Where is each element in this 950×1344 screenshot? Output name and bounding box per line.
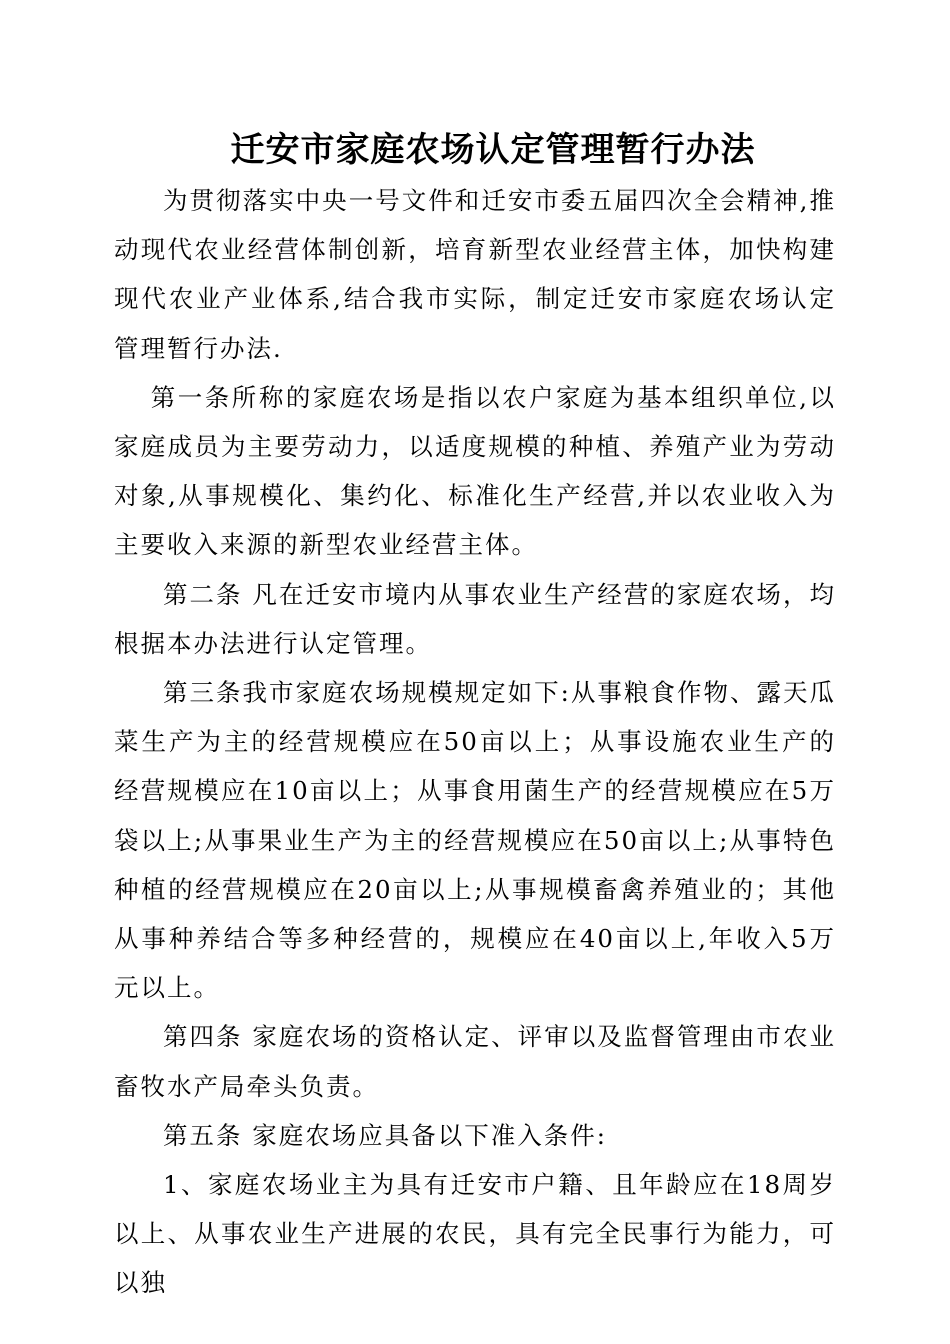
- paragraph-article-4: 第四条 家庭农场的资格认定、评审以及监督管理由市农业畜牧水产局牵头负责。: [114, 1022, 836, 1101]
- paragraph-article-3: 第三条我市家庭农场规模规定如下:从事粮食作物、露天瓜菜生产为主的经营规模应在50亩以上；从事设施农业生产的经营规模应在10亩以上；从事食用菌生产的经营规模应在5万袋以上;从事果业生产为主的经营规模应在50亩以上;从事特色种植的经营规模应在20亩以上;从事规模畜禽养殖业的；其他从事种养结合等多种经营的，规模应在40亩以上,年收入5万元以上。: [114, 678, 836, 1003]
- document-body: [114, 176, 836, 1308]
- paragraph-article-2: 第二条 凡在迁安市境内从事农业生产经营的家庭农场，均根据本办法进行认定管理。: [114, 579, 836, 658]
- paragraph-article-5: 第五条 家庭农场应具备以下准入条件:: [163, 1120, 608, 1150]
- paragraph-article-1: 第一条所称的家庭农场是指以农户家庭为基本组织单位,以家庭成员为主要劳动力，以适度规模的种植、养殖产业为劳动对象,从事规模化、集约化、标准化生产经营,并以农业收入为主要收入来源的新型农业经营主体。: [114, 382, 836, 560]
- paragraph-preamble: 为贯彻落实中央一号文件和迁安市委五届四次全会精神,推动现代农业经营体制创新，培育新型农业经营主体，加快构建现代农业产业体系,结合我市实际，制定迁安市家庭农场认定管理暂行办法.: [114, 186, 836, 363]
- paragraph-condition-1: 1、家庭农场业主为具有迁安市户籍、且年龄应在18周岁以上、从事农业生产进展的农民，具有完全民事行为能力，可以独: [114, 1170, 836, 1298]
- document-title: 迁安市家庭农场认定管理暂行办法: [230, 130, 756, 170]
